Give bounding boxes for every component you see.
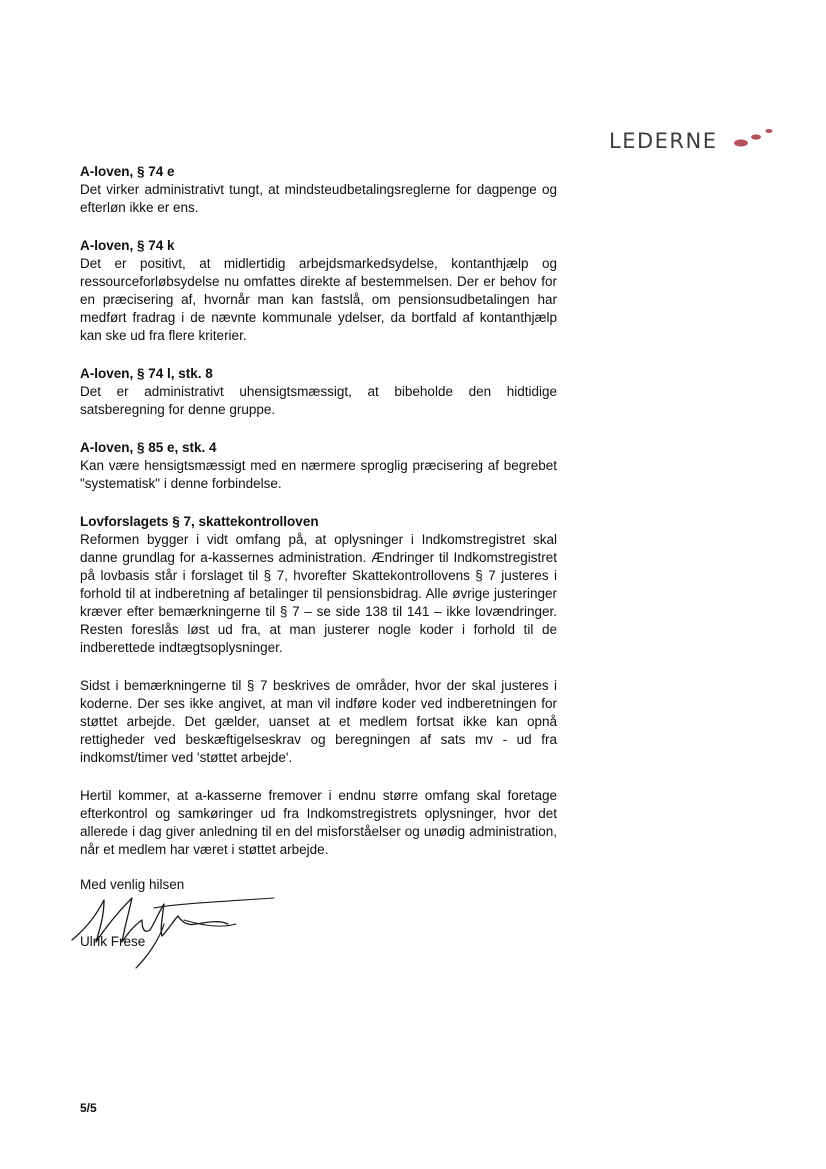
handwritten-signature-icon (64, 890, 284, 970)
letter-body (80, 163, 557, 879)
section-paragraph: Det er positivt, at midlertidig arbejdsmarkedsydelse, kontanthjælp og ressourceforløbsydelse nu omfattes direkte af bestemmelsen. Der er behov for en præcisering af, hvornår man kan fastslå, om pensionsudbetalingen har medført fradrag i de nævnte kommunale ydelser, da bortfald af kontanthjælp kan ske ud fra flere kriterier. (80, 256, 557, 343)
section-heading: A-loven, § 74 e (80, 164, 175, 179)
lederne-logo (609, 126, 789, 156)
signer-name: Ulrik Frese (80, 934, 146, 949)
logo-dot-medium (751, 134, 761, 139)
logo-dot-small (765, 129, 772, 133)
section-paragraph: Reformen bygger i vidt omfang på, at oplysninger i Indkomstregistret skal danne grundlag for a-kassernes administration. Ændringer til Indkomstregistret på lovbasis står i forslaget til § 7, hvorefter Skattekontrollovens § 7 justeres i forhold til at indberetning af betalinger til pensionsbidrag. Alle øvrige justeringer kræver efter bemærkningerne til § 7 – se side 138 til 141 – ikke lovændringer. Resten foreslås løst ud fra, at man justerer nogle koder i forhold til de indberettede indtægtsoplysninger. (80, 532, 557, 655)
section-paragraph: Sidst i bemærkningerne til § 7 beskrives de områder, hvor der skal justeres i koderne. Der ses ikke angivet, at man vil indføre koder ved indberetningen for støttet arbejde. Det gælder, uanset at et medlem fortsat ikke kan opnå rettigheder ved beskæftigelseskrav og beregningen af sats mv - ud fra indkomst/timer ved 'støttet arbejde'. (80, 678, 557, 765)
logo-dots-icon (731, 126, 781, 156)
logo-text: LEDERNE (609, 129, 718, 153)
section-paragraph: Hertil kommer, at a-kasserne fremover i endnu større omfang skal foretage efterkontrol og samkøringer ud fra Indkomstregistrets oplysninger, hvor det allerede i dag giver anledning til en del misforståelser og unødig administration, når et medlem har været i støttet arbejde. (80, 788, 557, 857)
closing-salutation: Med venlig hilsen (80, 877, 185, 892)
section-a-loven-74k (80, 237, 557, 345)
section-paragraph: Det virker administrativt tungt, at mindsteudbetalingsreglerne for dagpenge og efterløn ikke er ens. (80, 182, 557, 215)
section-heading: Lovforslagets § 7, skattekontrolloven (80, 514, 319, 529)
section-a-loven-85e (80, 439, 557, 493)
section-paragraph: Kan være hensigtsmæssigt med en nærmere sproglig præcisering af begrebet "systematisk" i denne forbindelse. (80, 458, 557, 491)
section-heading: A-loven, § 74 l, stk. 8 (80, 366, 213, 381)
section-heading: A-loven, § 74 k (80, 238, 175, 253)
section-paragraph: Det er administrativt uhensigtsmæssigt, at bibeholde den hidtidige satsberegning for denne gruppe. (80, 384, 557, 417)
section-heading: A-loven, § 85 e, stk. 4 (80, 440, 217, 455)
section-a-loven-74l (80, 365, 557, 419)
page-number: 5/5 (80, 1101, 97, 1115)
logo-dot-large (734, 139, 748, 146)
section-a-loven-74e (80, 163, 557, 217)
section-skattekontrolloven (80, 513, 557, 859)
